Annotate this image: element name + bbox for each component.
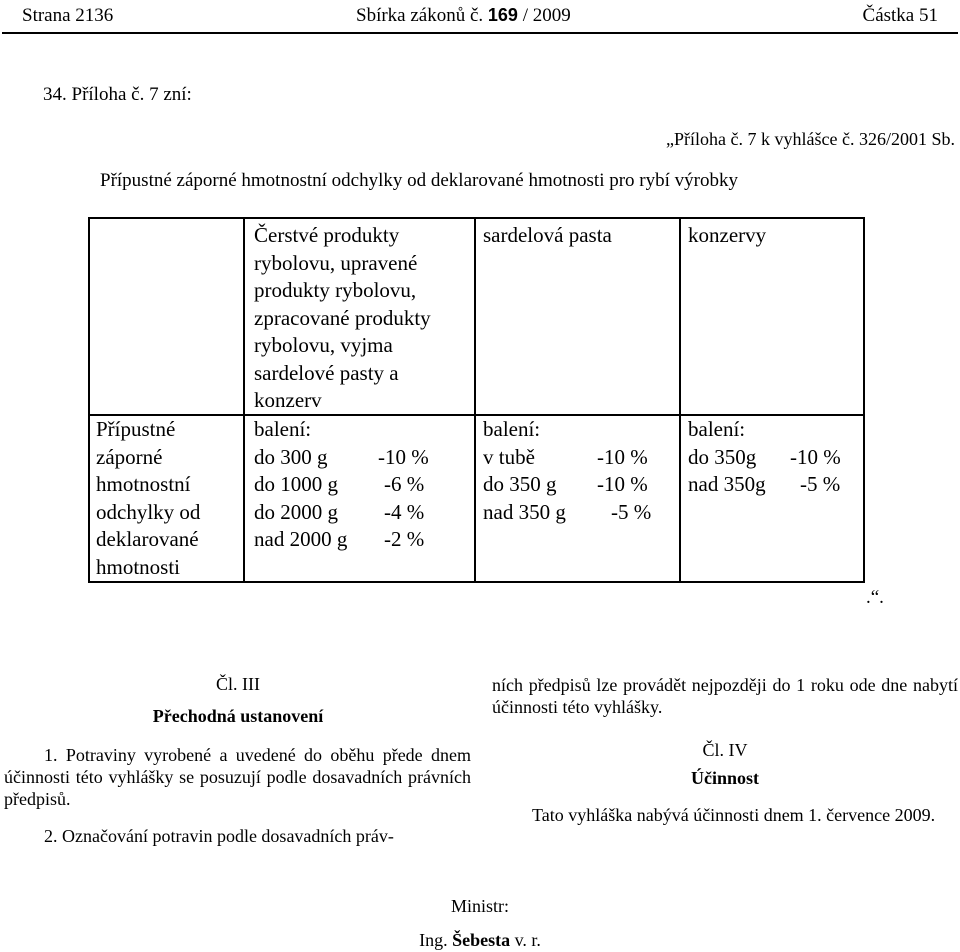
signature-surname: Šebesta <box>452 930 511 950</box>
row-label-line: hmotnosti <box>96 554 181 579</box>
header-fresh-line: rybolovu, vyjma <box>254 333 393 357</box>
header-fresh-line: Čerstvé produkty <box>254 223 400 247</box>
table-border-top <box>88 217 865 219</box>
fresh-label: do 300 g <box>254 444 328 469</box>
fresh-value: -4 % <box>384 499 425 524</box>
article-4-text: Tato vyhláška nabývá účinnosti dnem 1. července 2009. <box>532 805 936 825</box>
signature-suffix: v. r. <box>514 930 541 950</box>
header-fresh-line: produkty rybolovu, <box>254 278 417 302</box>
cans-heading: balení: <box>688 417 746 441</box>
paragraph-2-continuation: ních předpisů lze provádět nejpozději do 1 roku ode dne nabytí účinnosti této vyhlášky. <box>492 675 958 717</box>
item-intro: 34. Příloha č. 7 zní: <box>43 84 192 105</box>
row-label-line: hmotnostní <box>96 472 191 496</box>
header-rule <box>2 32 958 34</box>
paste-row <box>483 499 651 527</box>
fresh-value: -2 % <box>384 527 425 551</box>
cans-label: nad 350g <box>688 472 766 496</box>
signature-title: Ing. <box>419 930 448 950</box>
paste-value: -10 % <box>597 472 648 496</box>
page-number: Strana 2136 <box>22 5 114 26</box>
fresh-row <box>254 471 429 499</box>
article-4-number: Čl. IV <box>702 740 748 760</box>
collection-year: / 2009 <box>522 5 571 26</box>
article-3-title: Přechodná ustanovení <box>152 706 324 726</box>
row-label-line: deklarované <box>96 527 199 551</box>
fresh-label: do 2000 g <box>254 499 338 524</box>
cans-tolerances <box>688 416 841 499</box>
cans-label: do 350g <box>688 444 757 469</box>
header-fresh-line: sardelové pasty a <box>254 360 399 385</box>
header-anchovy-paste: sardelová pasta <box>483 223 612 247</box>
article-3-paragraph-1: 1. Potraviny vyrobené a uvedené do oběhu přede dnem účinnosti této vyhlášky se posuzují podle dosavadních právních předpisů. <box>4 745 471 809</box>
row-label-line: záporné <box>96 444 163 469</box>
part-number: Částka 51 <box>862 5 938 26</box>
paste-value: -10 % <box>597 444 648 469</box>
fresh-tolerances <box>254 416 429 554</box>
paste-tolerances <box>483 416 651 526</box>
header-fresh-products <box>254 222 431 415</box>
signature-role: Ministr: <box>450 896 509 916</box>
fresh-row <box>254 444 429 472</box>
cans-value: -5 % <box>800 472 841 496</box>
paste-label: do 350 g <box>483 472 557 496</box>
closing-quote: .“. <box>866 587 884 608</box>
fresh-label: do 1000 g <box>254 472 338 496</box>
cans-row <box>688 444 841 472</box>
paste-value: -5 % <box>611 499 652 524</box>
table-title: Přípustné záporné hmotnostní odchylky od deklarované hmotnosti pro rybí výrobky <box>100 170 738 191</box>
fresh-label: nad 2000 g <box>254 527 348 551</box>
annex-reference: „Příloha č. 7 k vyhlášce č. 326/2001 Sb. <box>666 129 955 149</box>
signature-name <box>330 930 630 951</box>
header-cans: konzervy <box>688 223 767 247</box>
article-3-number: Čl. III <box>216 674 260 694</box>
row-label-line: Přípustné <box>96 417 176 441</box>
row-label-line: odchylky od <box>96 499 201 524</box>
paste-label: v tubě <box>483 444 535 469</box>
fresh-value: -10 % <box>378 444 429 469</box>
header-fresh-line: zpracované produkty <box>254 305 431 330</box>
row-label <box>96 416 200 581</box>
fresh-row <box>254 526 429 554</box>
fresh-value: -6 % <box>384 472 425 496</box>
article-3-paragraph-2: 2. Označování potravin podle dosavadních práv- <box>44 826 394 846</box>
header-fresh-line: konzerv <box>254 388 322 412</box>
article-4-title: Účinnost <box>690 768 759 788</box>
cans-row <box>688 471 841 499</box>
fresh-heading: balení: <box>254 417 312 441</box>
cans-value: -10 % <box>790 444 841 469</box>
table-border-right <box>863 217 865 583</box>
collection-prefix: Sbírka zákonů č. <box>356 5 484 26</box>
paste-row <box>483 471 651 499</box>
fresh-row <box>254 499 429 527</box>
paste-label: nad 350 g <box>483 499 566 524</box>
table-divider-1 <box>243 217 245 583</box>
table-border-left <box>88 217 90 583</box>
issue-number: 169 <box>487 5 518 25</box>
paste-heading: balení: <box>483 417 541 441</box>
paste-row <box>483 444 651 472</box>
collection-title <box>356 5 571 27</box>
header-fresh-line: rybolovu, upravené <box>254 250 418 275</box>
table-divider-3 <box>679 217 681 583</box>
table-divider-2 <box>474 217 476 583</box>
table-border-bottom <box>88 581 865 583</box>
